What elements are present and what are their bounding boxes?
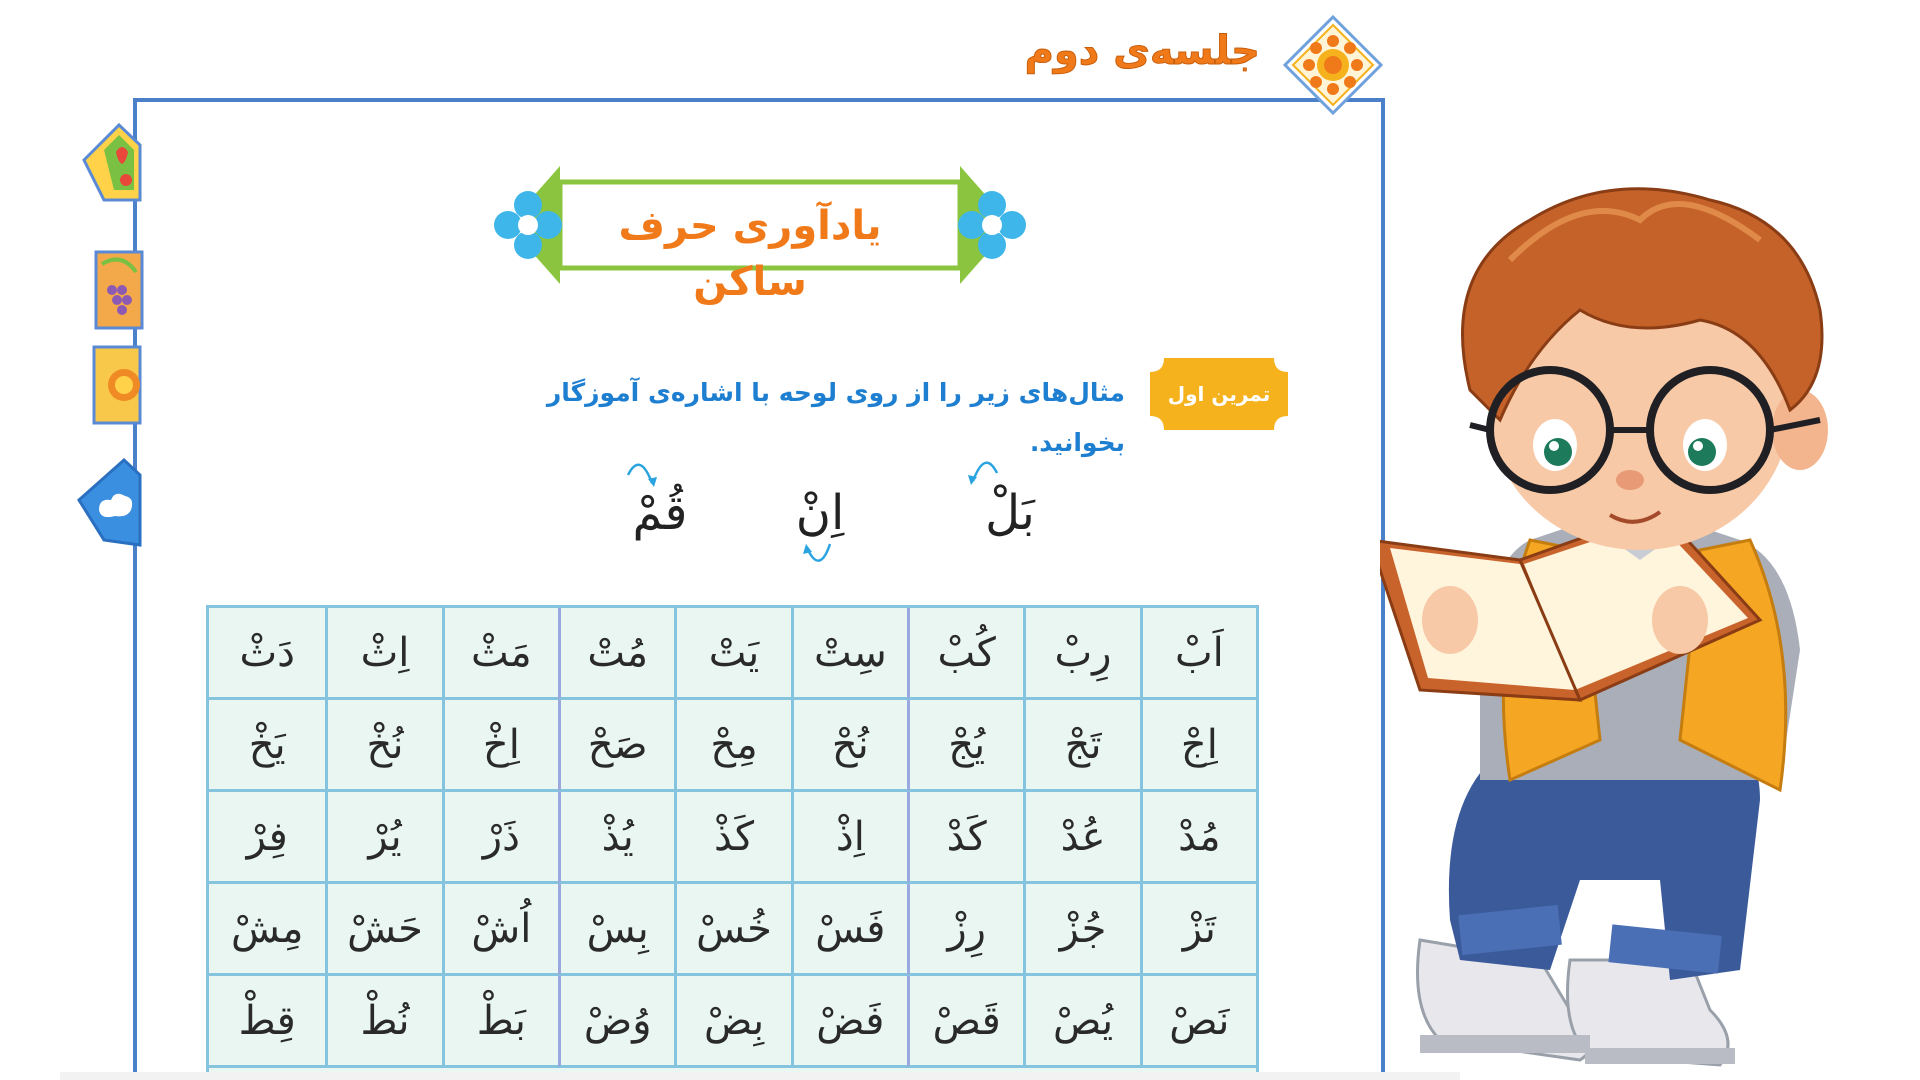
syllable-cell: یُجْ [907,700,1023,792]
lesson-title: یادآوری حرف ساکن [618,203,882,305]
syllable-cell: یَتْ [674,608,790,700]
syllable-cell: فَسْ [791,884,907,976]
cloud-icon [74,455,144,550]
curved-arrow-icon [800,540,840,570]
curved-arrow-icon [620,457,660,487]
syllable-cell: اَبْ [1140,608,1256,700]
syllable-cell: مُتْ [558,608,674,700]
syllable-cell: مِشْ [209,884,325,976]
syllable-cell: کَذْ [674,792,790,884]
syllable-cell: عُدْ [1023,792,1139,884]
syllable-cell: حَشْ [325,884,441,976]
syllable-cell: یُصْ [1023,976,1139,1068]
syllable-cell: یُرْ [325,792,441,884]
syllable-cell: سِتْ [791,608,907,700]
syllable-cell: نُطْ [325,976,441,1068]
syllable-cell: فِرْ [209,792,325,884]
syllable-cell: تَجْ [1023,700,1139,792]
example-words [560,455,1120,575]
syllable-cell: نُحْ [791,700,907,792]
syllable-cell: نَصْ [1140,976,1256,1068]
syllable-cell: اِجْ [1140,700,1256,792]
sun-icon [92,345,142,425]
syllable-cell: اِثْ [325,608,441,700]
tulip-icon [74,120,144,210]
syllable-cell: بَطْ [442,976,558,1068]
exercise-instruction: مثال‌های زیر را از روی لوحه با اشاره‌ی آموزگار بخوانید. [546,378,1125,457]
syllable-cell: جُزْ [1023,884,1139,976]
example-word: قُمْ [632,485,688,541]
session-title: جلسه‌ی دوم [1024,28,1260,74]
syllable-cell: دَثْ [209,608,325,700]
syllable-cell: بِسْ [558,884,674,976]
syllable-cell: نُخْ [325,700,441,792]
syllable-cell: کَدْ [907,792,1023,884]
curved-arrow-icon [965,455,1005,485]
syllable-cell: خُسْ [674,884,790,976]
syllable-cell: رِبْ [1023,608,1139,700]
syllable-cell: کُبْ [907,608,1023,700]
syllable-cell: رِزْ [907,884,1023,976]
syllable-cell: مِحْ [674,700,790,792]
example-word: بَلْ [985,485,1035,541]
syllable-cell: صَحْ [558,700,674,792]
syllable-cell: قَصْ [907,976,1023,1068]
syllable-cell: یَخْ [209,700,325,792]
example-word: اِنْ [795,485,845,541]
syllable-cell: بِضْ [674,976,790,1068]
boy-reading-illustration [1380,180,1920,1080]
grapes-icon [94,250,144,330]
syllable-cell: یُذْ [558,792,674,884]
syllable-cell: اِخْ [442,700,558,792]
syllable-cell: فَضْ [791,976,907,1068]
syllable-cell: ذَرْ [442,792,558,884]
syllable-cell: اِذْ [791,792,907,884]
exercise-badge-label: تمرین اول [1167,382,1271,406]
syllable-cell: مُدْ [1140,792,1256,884]
syllable-cell: وُضْ [558,976,674,1068]
syllable-cell: قِطْ [209,976,325,1068]
page-bottom-edge [60,1072,1460,1080]
syllable-cell: اُشْ [442,884,558,976]
syllable-grid [206,605,1259,1080]
syllable-cell: مَثْ [442,608,558,700]
syllable-cell: تَزْ [1140,884,1256,976]
sun-flower-icon [1283,15,1383,115]
